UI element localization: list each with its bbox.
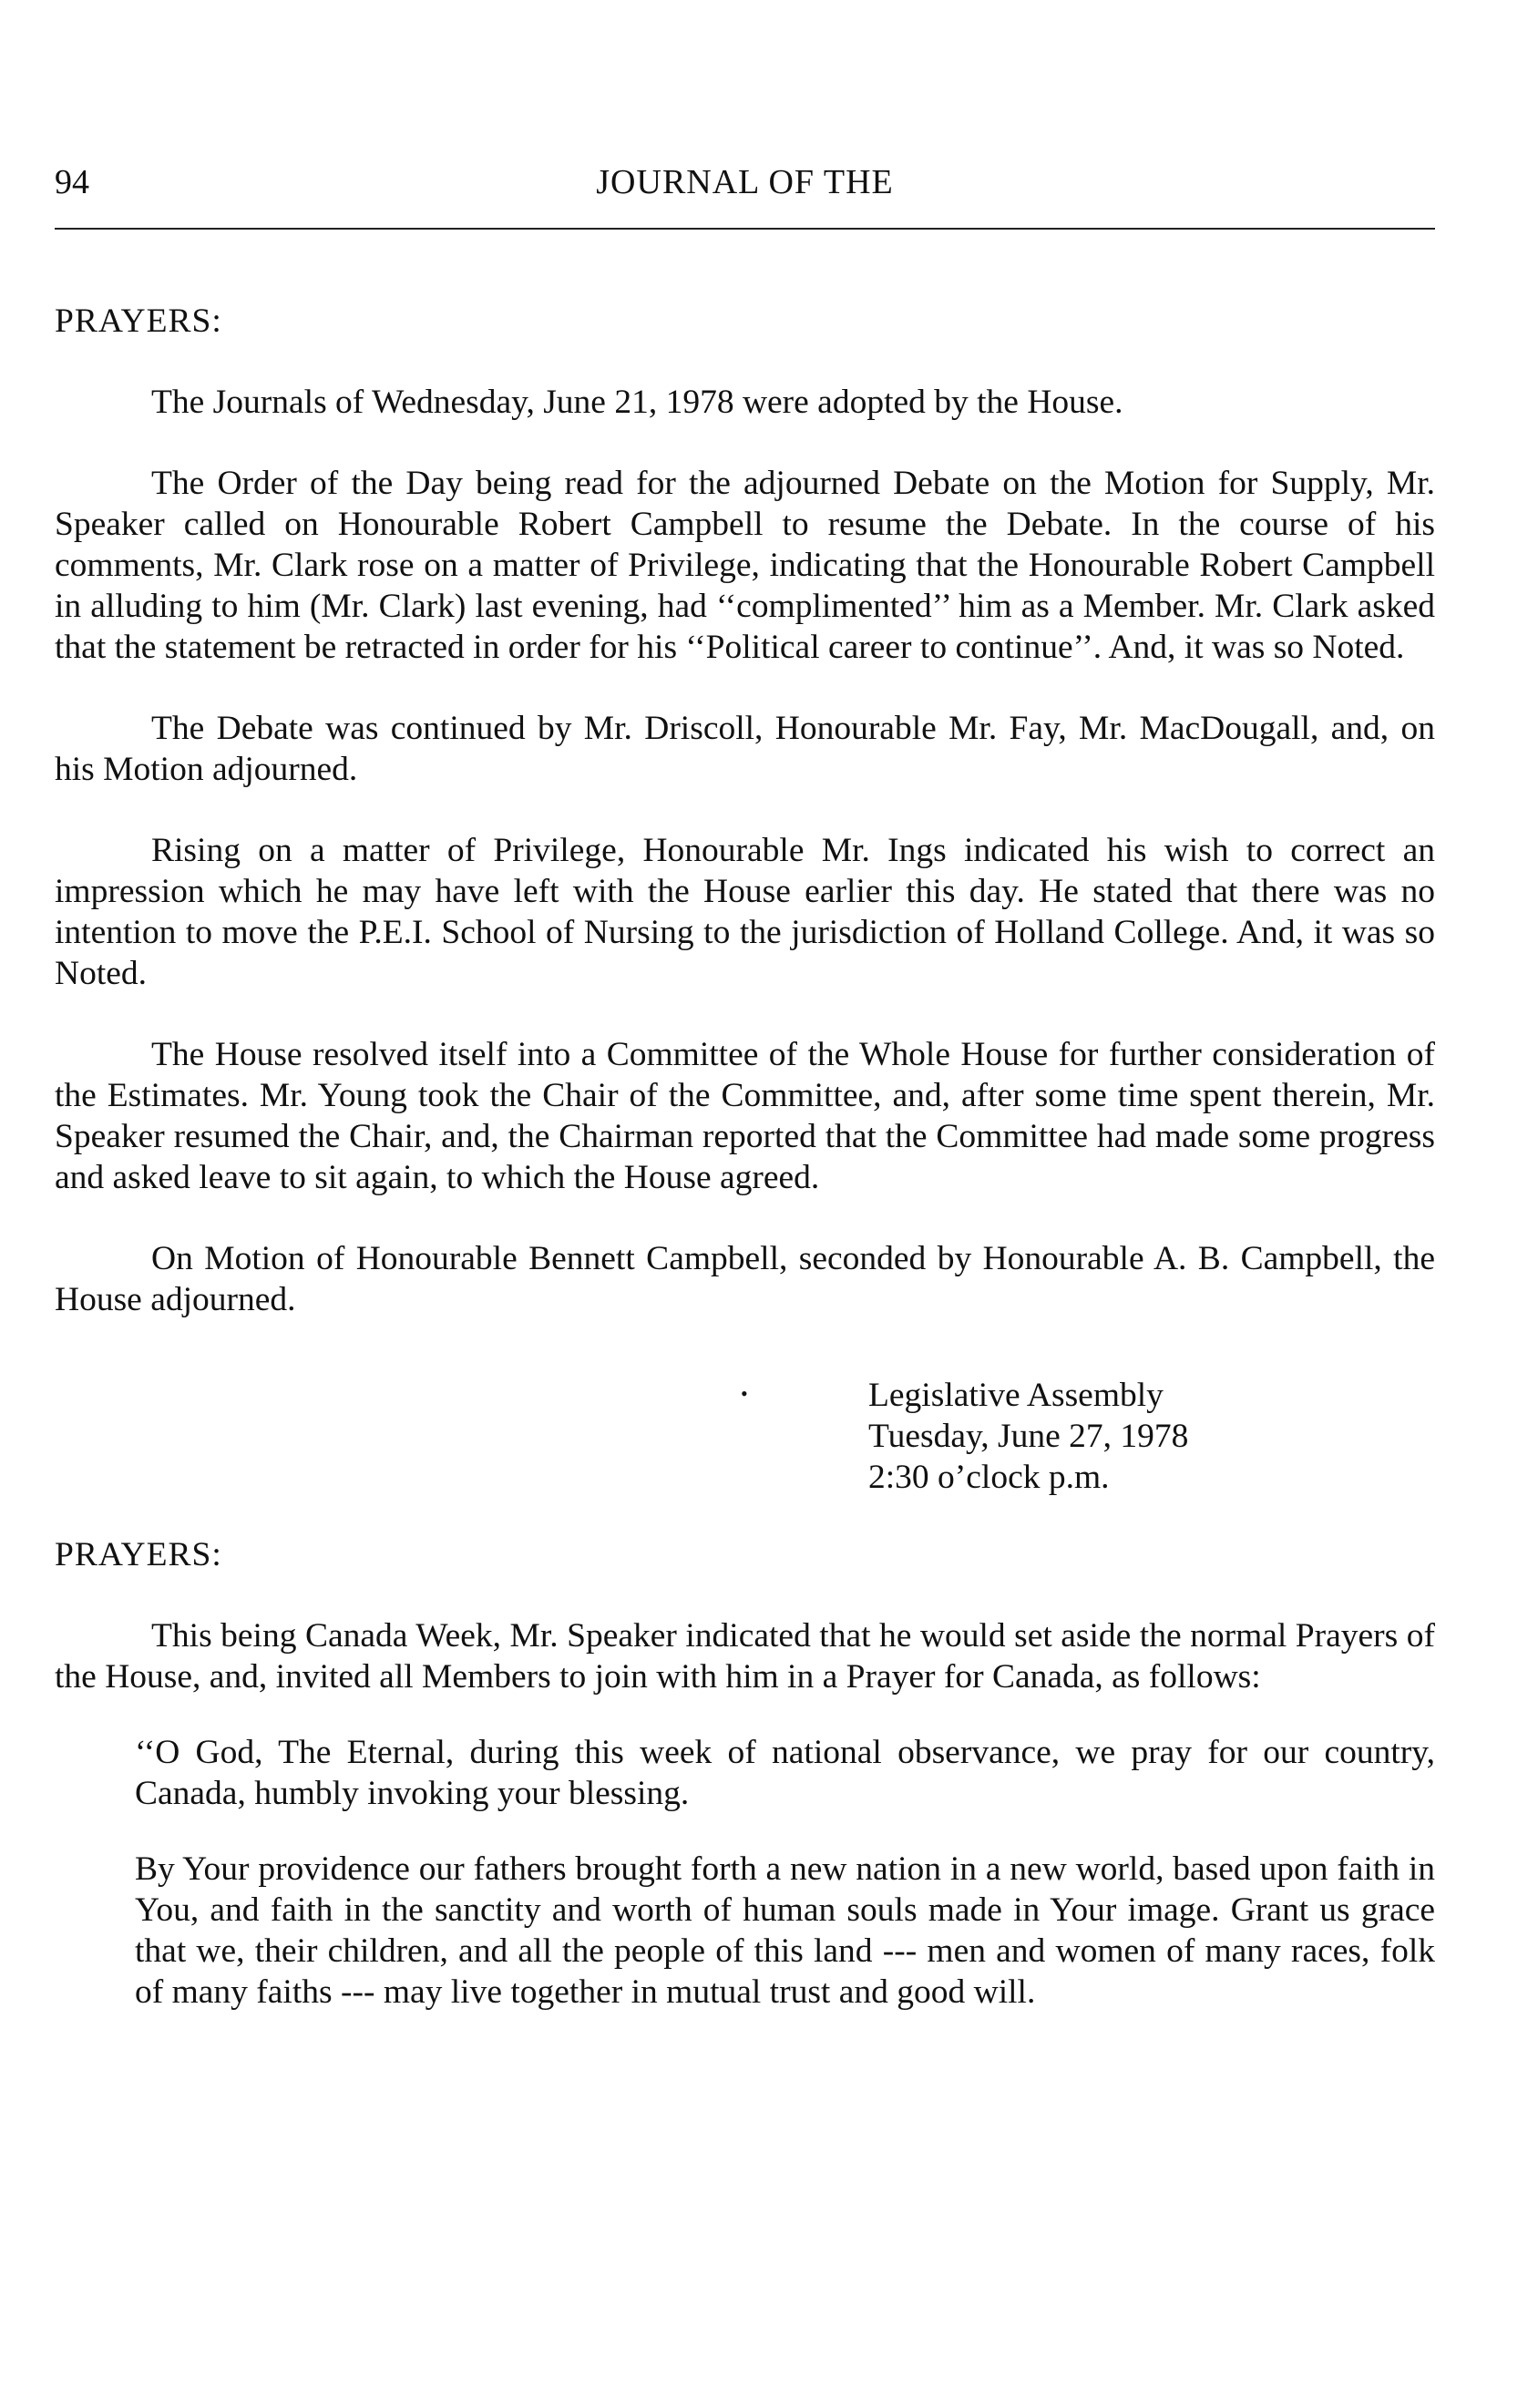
prayers-heading: PRAYERS:: [55, 302, 222, 340]
journal-body: [55, 301, 1435, 2013]
ink-mark: •: [741, 1382, 748, 1405]
journal-page: [55, 0, 1435, 2408]
sitting-header: [741, 1375, 1435, 1498]
sitting-time: 2:30 o’clock p.m.: [868, 1459, 1110, 1496]
running-title: JOURNAL OF THE: [596, 163, 894, 201]
paragraph-adjournment: On Motion of Honourable Bennett Campbell, seconded by Honourable A. B. Campbell, the House adjourned.: [55, 1240, 1435, 1318]
paragraph-privilege-ings: Rising on a matter of Privilege, Honourable Mr. Ings indicated his wish to correct an impression which he may have left with the House earlier this day. He stated that there was no intention to move the P.E.I. School of Nursing to the jurisdiction of Holland College. And, it was so Noted.: [55, 832, 1435, 992]
paragraph-journals-adopted: The Journals of Wednesday, June 21, 1978 were adopted by the House.: [151, 384, 1123, 421]
paragraph-supply-debate: The Order of the Day being read for the adjourned Debate on the Motion for Supply, Mr. Speaker called on Honourable Robert Campbell to resume the Debate. In the course of his comments, Mr. Clark rose on a matter of Privilege, indicating that the Honourable Robert Campbell in alluding to him (Mr. Clark) last evening, had ‘‘complimented’’ him as a Member. Mr. Clark asked that the statement be retracted in order for his ‘‘Political career to continue’’. And, it was so Noted.: [55, 465, 1435, 666]
page-number: 94: [55, 163, 89, 201]
page-header: [55, 162, 1435, 208]
prayers-heading: PRAYERS:: [55, 1536, 222, 1573]
prayer-quote: By Your providence our fathers brought forth a new nation in a new world, based upon faith in You, and faith in the sanctity and worth of human souls made in Your image. Grant us grace that we, their children, and all the people of this land --- men and women of many races, folk of many faiths --- may live together in mutual trust and good will.: [135, 1850, 1435, 2011]
assembly-name: Legislative Assembly: [868, 1377, 1164, 1414]
paragraph-debate-continued: The Debate was continued by Mr. Driscoll, Honourable Mr. Fay, Mr. MacDougall, and, on his Motion adjourned.: [55, 710, 1435, 788]
paragraph-canada-week: This being Canada Week, Mr. Speaker indicated that he would set aside the normal Prayers of the House, and, invited all Members to join with him in a Prayer for Canada, as follows:: [55, 1617, 1435, 1696]
prayer-quote: ‘‘O God, The Eternal, during this week of national observance, we pray for our country, Canada, humbly invoking your blessing.: [135, 1734, 1435, 1812]
sitting-date: Tuesday, June 27, 1978: [868, 1418, 1189, 1455]
header-rule: [55, 228, 1435, 230]
paragraph-committee-whole: The House resolved itself into a Committee of the Whole House for further consideration of the Estimates. Mr. Young took the Chair of the Committee, and, after some time spent therein, Mr. Speaker resumed the Chair, and, the Chairman reported that the Committee had made some progress and asked leave to sit again, to which the House agreed.: [55, 1036, 1435, 1196]
